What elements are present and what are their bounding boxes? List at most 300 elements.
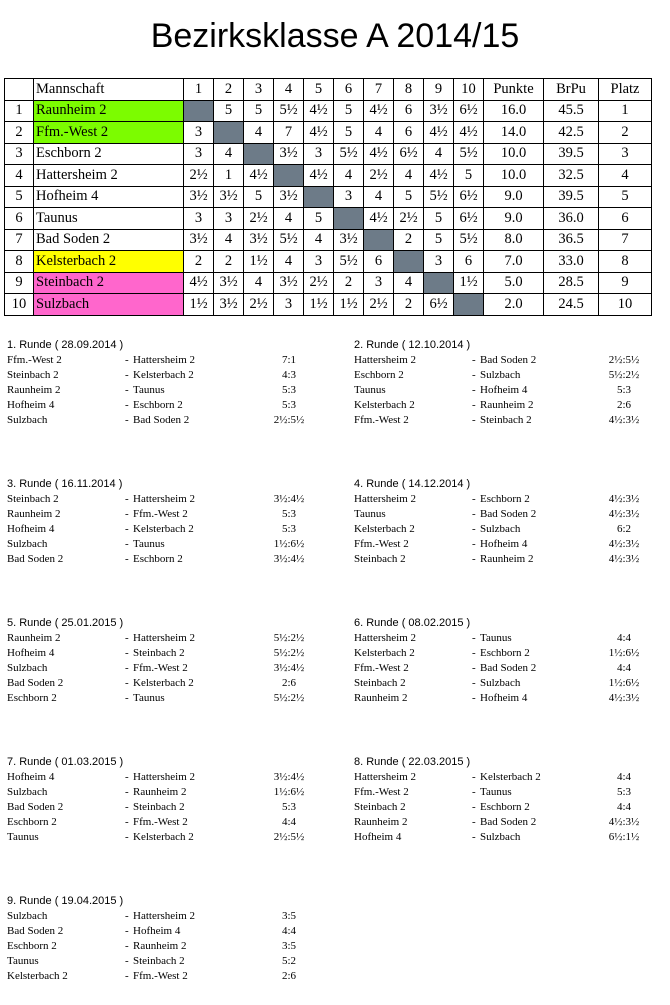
- result-cell: 4: [424, 143, 454, 165]
- separator: -: [472, 632, 476, 644]
- row-number: 6: [5, 208, 34, 230]
- result-cell: 4½: [304, 165, 334, 187]
- result-cell: 4½: [454, 122, 484, 144]
- match-score: 1½:6½: [273, 538, 305, 550]
- match-score: 3:5: [281, 910, 297, 922]
- match-score: 5½:2½: [608, 369, 640, 381]
- home-team: Steinbach 2: [354, 677, 406, 689]
- separator: -: [125, 786, 129, 798]
- diagonal-cell: [274, 165, 304, 187]
- match-score: 2½:5½: [273, 831, 305, 843]
- away-team: Kelsterbach 2: [133, 369, 194, 381]
- away-team: Raunheim 2: [480, 399, 534, 411]
- match-score: 4½:3½: [608, 493, 640, 505]
- match-row: [354, 661, 670, 676]
- home-team: Steinbach 2: [7, 369, 59, 381]
- home-team: Hofheim 4: [7, 647, 55, 659]
- table-row: [5, 122, 652, 144]
- away-team: Kelsterbach 2: [133, 677, 194, 689]
- result-cell: 4: [244, 122, 274, 144]
- match-score: 5:3: [616, 384, 632, 396]
- home-team: Kelsterbach 2: [354, 399, 415, 411]
- round-block: [7, 338, 327, 428]
- away-team: Sulzbach: [480, 523, 521, 535]
- match-row: [7, 785, 327, 800]
- away-team: Hattersheim 2: [133, 493, 196, 505]
- away-team: Sulzbach: [480, 831, 521, 843]
- home-team: Eschborn 2: [354, 369, 404, 381]
- result-cell: 2½: [394, 208, 424, 230]
- result-cell: 5½: [334, 143, 364, 165]
- match-score: 4:4: [281, 925, 297, 937]
- team-name: Kelsterbach 2: [34, 251, 184, 273]
- match-score: 3½:4½: [273, 493, 305, 505]
- table-row: [5, 165, 652, 187]
- separator: -: [472, 786, 476, 798]
- table-row: [5, 208, 652, 230]
- row-number: 10: [5, 294, 34, 316]
- result-cell: 4: [364, 122, 394, 144]
- result-cell: 3: [304, 143, 334, 165]
- column-header: [5, 79, 34, 101]
- away-team: Hattersheim 2: [133, 771, 196, 783]
- away-team: Eschborn 2: [480, 801, 530, 813]
- separator: -: [472, 523, 476, 535]
- home-team: Bad Soden 2: [7, 553, 64, 565]
- home-team: Eschborn 2: [7, 940, 57, 952]
- round-heading: 5. Runde ( 25.01.2015 ): [7, 617, 124, 629]
- match-row: [7, 552, 327, 567]
- away-team: Kelsterbach 2: [480, 771, 541, 783]
- match-row: [7, 383, 327, 398]
- match-score: 5:2: [281, 955, 297, 967]
- home-team: Ffm.-West 2: [7, 354, 62, 366]
- away-team: Bad Soden 2: [480, 354, 537, 366]
- result-cell: 5: [334, 100, 364, 122]
- home-team: Hattersheim 2: [354, 354, 417, 366]
- row-number: 1: [5, 100, 34, 122]
- result-cell: 4½: [184, 272, 214, 294]
- table-row: [5, 186, 652, 208]
- points-cell: 5.0: [484, 272, 544, 294]
- result-cell: 5: [424, 229, 454, 251]
- home-team: Raunheim 2: [7, 508, 61, 520]
- match-score: 4:4: [616, 662, 632, 674]
- round-block: [354, 755, 670, 845]
- away-team: Steinbach 2: [133, 801, 185, 813]
- result-cell: 3: [424, 251, 454, 273]
- separator: -: [125, 414, 129, 426]
- match-row: [7, 691, 327, 706]
- result-cell: 5½: [274, 100, 304, 122]
- points-cell: 9.0: [484, 186, 544, 208]
- column-header: 4: [274, 79, 304, 101]
- column-header: 10: [454, 79, 484, 101]
- round-heading: 9. Runde ( 19.04.2015 ): [7, 895, 124, 907]
- column-header: 2: [214, 79, 244, 101]
- column-header: 6: [334, 79, 364, 101]
- away-team: Taunus: [133, 538, 165, 550]
- result-cell: 6: [454, 251, 484, 273]
- separator: -: [125, 493, 129, 505]
- match-row: [354, 552, 670, 567]
- match-score: 5:3: [281, 399, 297, 411]
- match-row: [7, 507, 327, 522]
- result-cell: 3½: [274, 272, 304, 294]
- away-team: Bad Soden 2: [480, 508, 537, 520]
- result-cell: 5: [394, 186, 424, 208]
- result-cell: 4: [394, 272, 424, 294]
- result-cell: 4: [214, 229, 244, 251]
- separator: -: [125, 677, 129, 689]
- result-cell: 4½: [364, 100, 394, 122]
- home-team: Bad Soden 2: [7, 677, 64, 689]
- rank-cell: 5: [599, 186, 652, 208]
- away-team: Raunheim 2: [133, 786, 187, 798]
- result-cell: 4½: [304, 122, 334, 144]
- separator: -: [125, 508, 129, 520]
- result-cell: 7: [274, 122, 304, 144]
- match-row: [7, 522, 327, 537]
- column-header: 7: [364, 79, 394, 101]
- result-cell: 5½: [334, 251, 364, 273]
- board-points-cell: 28.5: [544, 272, 599, 294]
- row-number: 5: [5, 186, 34, 208]
- separator: -: [125, 970, 129, 982]
- away-team: Ffm.-West 2: [133, 662, 188, 674]
- separator: -: [125, 925, 129, 937]
- result-cell: 2: [394, 229, 424, 251]
- match-row: [7, 398, 327, 413]
- diagonal-cell: [214, 122, 244, 144]
- match-score: 6½:1½: [608, 831, 640, 843]
- round-heading: 6. Runde ( 08.02.2015 ): [354, 617, 471, 629]
- match-score: 4:4: [281, 816, 297, 828]
- separator: -: [125, 647, 129, 659]
- away-team: Hofheim 4: [480, 538, 528, 550]
- result-cell: 6½: [424, 294, 454, 316]
- separator: -: [125, 801, 129, 813]
- result-cell: 5: [424, 208, 454, 230]
- home-team: Sulzbach: [7, 662, 48, 674]
- match-row: [354, 368, 670, 383]
- result-cell: 6: [394, 100, 424, 122]
- result-cell: 5½: [274, 229, 304, 251]
- match-score: 3½:4½: [273, 553, 305, 565]
- rank-cell: 3: [599, 143, 652, 165]
- result-cell: 3½: [214, 272, 244, 294]
- table-row: [5, 143, 652, 165]
- result-cell: 6½: [454, 208, 484, 230]
- match-score: 2½:5½: [273, 414, 305, 426]
- result-cell: 2: [394, 294, 424, 316]
- column-header: Platz: [599, 79, 652, 101]
- home-team: Kelsterbach 2: [354, 523, 415, 535]
- match-row: [7, 800, 327, 815]
- match-row: [354, 676, 670, 691]
- match-row: [7, 631, 327, 646]
- away-team: Steinbach 2: [480, 414, 532, 426]
- round-heading: 8. Runde ( 22.03.2015 ): [354, 756, 471, 768]
- row-number: 4: [5, 165, 34, 187]
- points-cell: 7.0: [484, 251, 544, 273]
- match-score: 4½:3½: [608, 692, 640, 704]
- points-cell: 14.0: [484, 122, 544, 144]
- rank-cell: 4: [599, 165, 652, 187]
- result-cell: 3: [274, 294, 304, 316]
- match-score: 2:6: [281, 677, 297, 689]
- match-row: [7, 770, 327, 785]
- match-row: [354, 522, 670, 537]
- match-row: [7, 661, 327, 676]
- home-team: Hattersheim 2: [354, 493, 417, 505]
- separator: -: [125, 771, 129, 783]
- away-team: Hattersheim 2: [133, 910, 196, 922]
- match-score: 4:3: [281, 369, 297, 381]
- home-team: Steinbach 2: [7, 493, 59, 505]
- separator: -: [472, 771, 476, 783]
- result-cell: 4: [214, 143, 244, 165]
- away-team: Bad Soden 2: [133, 414, 190, 426]
- separator: -: [472, 647, 476, 659]
- home-team: Kelsterbach 2: [7, 970, 68, 982]
- row-number: 9: [5, 272, 34, 294]
- result-cell: 3: [334, 186, 364, 208]
- result-cell: 6½: [454, 186, 484, 208]
- result-cell: 6: [394, 122, 424, 144]
- separator: -: [472, 553, 476, 565]
- round-block: [7, 616, 327, 706]
- home-team: Steinbach 2: [354, 801, 406, 813]
- match-row: [7, 815, 327, 830]
- match-row: [354, 631, 670, 646]
- round-block: [7, 477, 327, 567]
- match-row: [354, 537, 670, 552]
- column-header: 9: [424, 79, 454, 101]
- result-cell: 3½: [214, 294, 244, 316]
- away-team: Eschborn 2: [133, 399, 183, 411]
- match-score: 4½:3½: [608, 553, 640, 565]
- separator: -: [125, 632, 129, 644]
- team-name: Eschborn 2: [34, 143, 184, 165]
- home-team: Hofheim 4: [7, 771, 55, 783]
- separator: -: [125, 831, 129, 843]
- result-cell: 6½: [394, 143, 424, 165]
- row-number: 2: [5, 122, 34, 144]
- result-cell: 4½: [304, 100, 334, 122]
- rank-cell: 1: [599, 100, 652, 122]
- result-cell: 3½: [274, 186, 304, 208]
- away-team: Sulzbach: [480, 369, 521, 381]
- match-score: 4½:3½: [608, 508, 640, 520]
- result-cell: 2½: [364, 294, 394, 316]
- match-row: [7, 909, 327, 924]
- table-row: [5, 229, 652, 251]
- separator: -: [472, 692, 476, 704]
- result-cell: 4½: [424, 122, 454, 144]
- diagonal-cell: [364, 229, 394, 251]
- match-score: 2:6: [616, 399, 632, 411]
- rank-cell: 10: [599, 294, 652, 316]
- result-cell: 2: [334, 272, 364, 294]
- match-row: [7, 353, 327, 368]
- away-team: Taunus: [480, 632, 512, 644]
- separator: -: [125, 538, 129, 550]
- home-team: Hattersheim 2: [354, 771, 417, 783]
- home-team: Kelsterbach 2: [354, 647, 415, 659]
- result-cell: 4: [394, 165, 424, 187]
- column-header: 8: [394, 79, 424, 101]
- match-row: [354, 815, 670, 830]
- separator: -: [472, 399, 476, 411]
- away-team: Eschborn 2: [480, 493, 530, 505]
- match-score: 5:3: [281, 523, 297, 535]
- away-team: Sulzbach: [480, 677, 521, 689]
- team-name: Taunus: [34, 208, 184, 230]
- diagonal-cell: [454, 294, 484, 316]
- home-team: Sulzbach: [7, 910, 48, 922]
- team-name: Ffm.-West 2: [34, 122, 184, 144]
- match-score: 2:6: [281, 970, 297, 982]
- separator: -: [125, 692, 129, 704]
- separator: -: [472, 508, 476, 520]
- home-team: Taunus: [354, 384, 386, 396]
- result-cell: 1½: [244, 251, 274, 273]
- result-cell: 6: [364, 251, 394, 273]
- match-score: 3½:4½: [273, 662, 305, 674]
- result-cell: 3: [184, 208, 214, 230]
- away-team: Hofheim 4: [133, 925, 181, 937]
- match-score: 4:4: [616, 632, 632, 644]
- match-row: [354, 398, 670, 413]
- column-header: BrPu: [544, 79, 599, 101]
- column-header: Mannschaft: [34, 79, 184, 101]
- home-team: Eschborn 2: [7, 692, 57, 704]
- result-cell: 4½: [364, 208, 394, 230]
- board-points-cell: 24.5: [544, 294, 599, 316]
- away-team: Ffm.-West 2: [133, 508, 188, 520]
- match-score: 1½:6½: [273, 786, 305, 798]
- home-team: Sulzbach: [7, 786, 48, 798]
- match-score: 4½:3½: [608, 538, 640, 550]
- result-cell: 5½: [454, 143, 484, 165]
- home-team: Taunus: [7, 831, 39, 843]
- result-cell: 4: [244, 272, 274, 294]
- match-score: 5½:2½: [273, 647, 305, 659]
- separator: -: [472, 831, 476, 843]
- separator: -: [472, 493, 476, 505]
- diagonal-cell: [424, 272, 454, 294]
- match-score: 5:3: [281, 801, 297, 813]
- result-cell: 3: [184, 122, 214, 144]
- result-cell: 1½: [454, 272, 484, 294]
- board-points-cell: 36.5: [544, 229, 599, 251]
- standings-header-row: [5, 79, 652, 101]
- away-team: Ffm.-West 2: [133, 970, 188, 982]
- match-score: 6:2: [616, 523, 632, 535]
- away-team: Kelsterbach 2: [133, 523, 194, 535]
- row-number: 3: [5, 143, 34, 165]
- match-score: 5:3: [281, 384, 297, 396]
- separator: -: [125, 910, 129, 922]
- result-cell: 4½: [364, 143, 394, 165]
- separator: -: [472, 538, 476, 550]
- diagonal-cell: [334, 208, 364, 230]
- separator: -: [472, 816, 476, 828]
- away-team: Raunheim 2: [133, 940, 187, 952]
- result-cell: 3½: [214, 186, 244, 208]
- home-team: Ffm.-West 2: [354, 414, 409, 426]
- result-cell: 2½: [244, 294, 274, 316]
- away-team: Eschborn 2: [480, 647, 530, 659]
- board-points-cell: 39.5: [544, 186, 599, 208]
- result-cell: 5: [454, 165, 484, 187]
- match-row: [7, 939, 327, 954]
- result-cell: 3: [214, 208, 244, 230]
- home-team: Sulzbach: [7, 414, 48, 426]
- result-cell: 5: [244, 186, 274, 208]
- result-cell: 6½: [454, 100, 484, 122]
- away-team: Hofheim 4: [480, 692, 528, 704]
- round-block: [354, 616, 670, 706]
- match-row: [7, 492, 327, 507]
- rank-cell: 6: [599, 208, 652, 230]
- separator: -: [125, 955, 129, 967]
- away-team: Ffm.-West 2: [133, 816, 188, 828]
- match-row: [354, 507, 670, 522]
- home-team: Taunus: [354, 508, 386, 520]
- result-cell: 2: [214, 251, 244, 273]
- match-row: [354, 800, 670, 815]
- rank-cell: 2: [599, 122, 652, 144]
- match-score: 1½:6½: [608, 647, 640, 659]
- round-block: [354, 338, 670, 428]
- match-row: [7, 676, 327, 691]
- team-name: Steinbach 2: [34, 272, 184, 294]
- round-heading: 2. Runde ( 12.10.2014 ): [354, 339, 471, 351]
- home-team: Hofheim 4: [354, 831, 402, 843]
- standings-table: [4, 78, 652, 316]
- match-score: 5:3: [616, 786, 632, 798]
- result-cell: 4½: [424, 165, 454, 187]
- result-cell: 4: [304, 229, 334, 251]
- match-row: [7, 646, 327, 661]
- match-row: [7, 924, 327, 939]
- away-team: Taunus: [133, 692, 165, 704]
- table-row: [5, 272, 652, 294]
- table-row: [5, 100, 652, 122]
- separator: -: [125, 553, 129, 565]
- home-team: Bad Soden 2: [7, 925, 64, 937]
- home-team: Raunheim 2: [354, 816, 408, 828]
- points-cell: 2.0: [484, 294, 544, 316]
- diagonal-cell: [394, 251, 424, 273]
- result-cell: 2½: [184, 165, 214, 187]
- result-cell: 5: [304, 208, 334, 230]
- row-number: 8: [5, 251, 34, 273]
- home-team: Steinbach 2: [354, 553, 406, 565]
- match-row: [354, 785, 670, 800]
- result-cell: 1½: [334, 294, 364, 316]
- result-cell: 5: [244, 100, 274, 122]
- home-team: Sulzbach: [7, 538, 48, 550]
- match-score: 2½:5½: [608, 354, 640, 366]
- home-team: Hattersheim 2: [354, 632, 417, 644]
- rank-cell: 7: [599, 229, 652, 251]
- column-header: 1: [184, 79, 214, 101]
- points-cell: 16.0: [484, 100, 544, 122]
- result-cell: 3: [364, 272, 394, 294]
